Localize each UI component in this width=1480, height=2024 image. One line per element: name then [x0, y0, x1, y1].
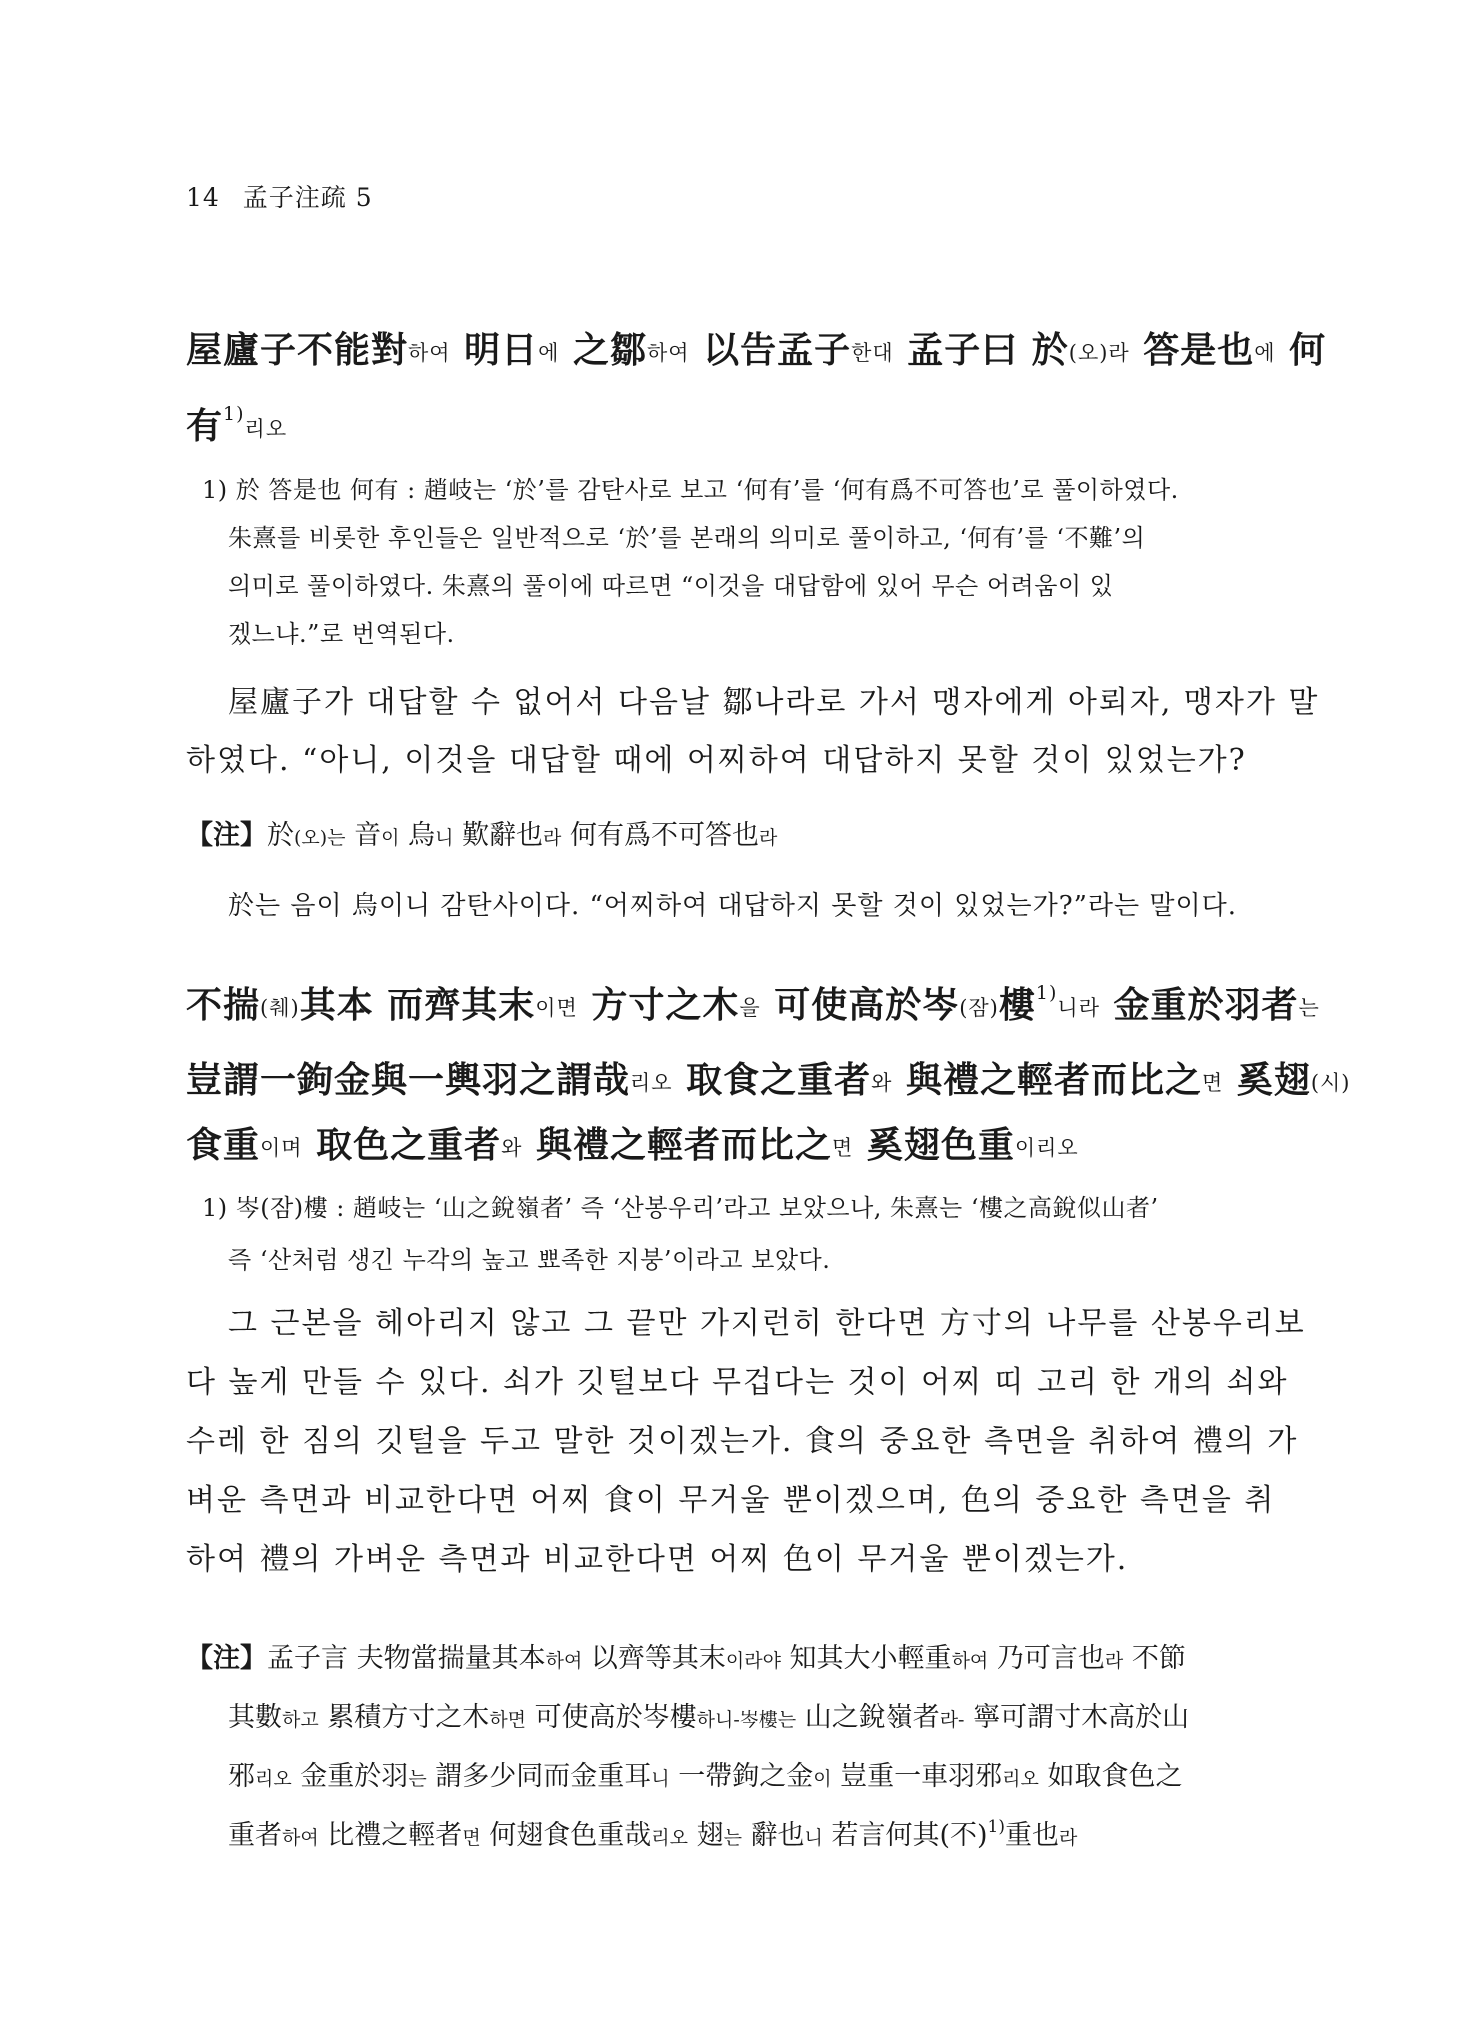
zhu2-line-2: 其數하고 累積方寸之木하면 可使高於岑樓하니-岑樓는 山之銳嶺者라- 寧可謂寸木高於山 [228, 1702, 1190, 1733]
fn2-line-2: 즉 ‘산처럼 생긴 누각의 높고 뾰족한 지붕’이라고 보았다. [228, 1246, 831, 1274]
tr2-line-4: 벼운 측면과 비교한다면 어찌 食이 무거울 뿐이겠으며, 色의 중요한 측면을 취 [186, 1483, 1276, 1518]
zhu2-line-4: 重者하여 比禮之輕者면 何翅食色重哉리오 翅는 辭也니 若言何其(不)$^{1)}$重也라 [228, 1817, 1078, 1851]
zhu2-line-3: 邪리오 金重於羽는 謂多少同而金重耳니 一帶鉤之金이 豈重一車羽邪리오 如取食色之 [228, 1761, 1183, 1792]
main1-line-2: 有$^{1)}$리오 [186, 403, 288, 447]
main2-line-2: 豈謂一鉤金與一輿羽之謂哉리오 取食之重者와 與禮之輕者而比之면 奚翅(시) [186, 1059, 1351, 1101]
zhutr1-line-1: 於는 음이 烏이니 감탄사이다. “어찌하여 대답하지 못할 것이 있었는가?”라는 말이다. [228, 891, 1238, 921]
running-header [186, 178, 373, 214]
zhu1-line-1: 【注】於(오)는 音이 烏니 歎辭也라 何有爲不可答也라 [186, 820, 778, 851]
zhu2-line-1: 【注】孟子言 夫物當揣量其本하여 以齊等其末이라야 知其大小輕重하여 乃可言也라 不節 [186, 1643, 1186, 1674]
tr2-line-5: 하여 禮의 가벼운 측면과 비교한다면 어찌 色이 무거울 뿐이겠는가. [186, 1542, 1129, 1577]
page-number: 14 [186, 183, 220, 212]
fn1-line-3: 의미로 풀이하였다. 朱熹의 풀이에 따르면 “이것을 대답함에 있어 무슨 어려움이 있 [228, 572, 1114, 600]
tr2-line-1: 그 근본을 헤아리지 않고 그 끝만 가지런히 한다면 方寸의 나무를 산봉우리보 [228, 1306, 1306, 1341]
tr1-line-1: 屋廬子가 대답할 수 없어서 다음날 鄒나라로 가서 맹자에게 아뢰자, 맹자가 말 [228, 685, 1320, 720]
fn2-line-1: 1) 岑(잠)樓 : 趙岐는 ‘山之銳嶺者’ 즉 ‘산봉우리’라고 보았으나, 朱熹는 ‘樓之高銳似山者’ [202, 1194, 1159, 1222]
tr2-line-2: 다 높게 만들 수 있다. 쇠가 깃털보다 무겁다는 것이 어찌 띠 고리 한 개의 쇠와 [186, 1365, 1289, 1400]
main2-line-3: 食重이며 取色之重者와 與禮之輕者而比之면 奚翅色重이리오 [186, 1124, 1079, 1166]
fn1-line-4: 겠느냐.”로 번역된다. [228, 620, 455, 648]
fn1-line-1: 1) 於 答是也 何有 : 趙岐는 ‘於’를 감탄사로 보고 ‘何有’를 ‘何有爲不可答也’로 풀이하였다. [202, 476, 1179, 504]
main2-line-1: 不揣(췌)其本 而齊其末이면 方寸之木을 可使高於岑(잠)樓$^{1)}$니라 金重於羽者는 [186, 982, 1320, 1026]
main1-line-1: 屋廬子不能對하여 明日에 之鄒하여 以告孟子한대 孟子曰 於(오)라 答是也에 何 [186, 329, 1327, 371]
tr2-line-3: 수레 한 짐의 깃털을 두고 말한 것이겠는가. 食의 중요한 측면을 취하여 禮의 가 [186, 1424, 1299, 1459]
fn1-line-2: 朱熹를 비롯한 후인들은 일반적으로 ‘於’를 본래의 의미로 풀이하고, ‘何有’를 ‘不難’의 [228, 524, 1146, 552]
tr1-line-2: 하였다. “아니, 이것을 대답할 때에 어찌하여 대답하지 못할 것이 있었는가? [186, 743, 1247, 778]
book-title: 孟子注疏 5 [242, 183, 373, 212]
